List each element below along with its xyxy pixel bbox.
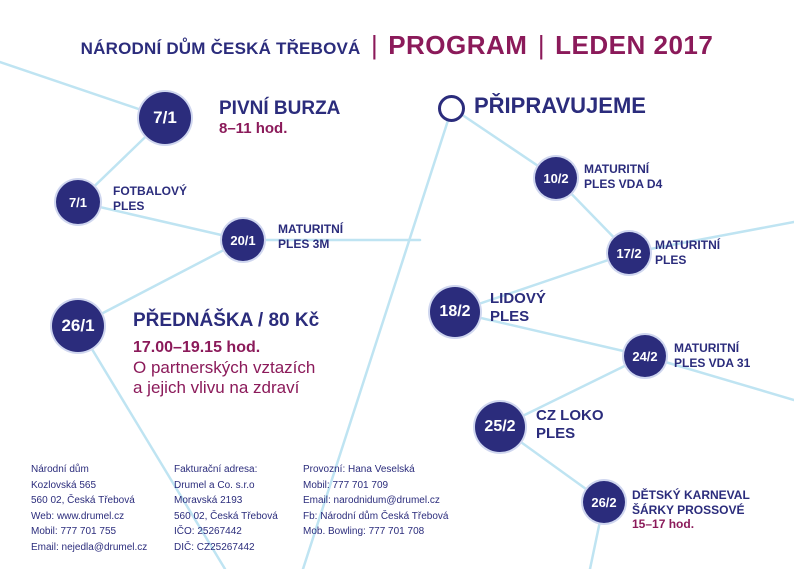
event-title-line2: PLES VDA 31: [674, 355, 751, 370]
event-prednaska: [133, 309, 319, 398]
footer-line: Fakturační adresa:: [174, 464, 258, 475]
event-title-line2: PLES VDA D4: [584, 176, 663, 191]
event-title-line1: MATURITNÍ: [655, 238, 721, 252]
event-title-line2: PLES: [536, 425, 576, 443]
date-badge-25-2: [475, 402, 525, 452]
date-text: 26/1: [61, 316, 95, 335]
footer-line: 560 02, Česká Třebová: [174, 510, 278, 522]
event-maturitni-ples-vda-31: [674, 341, 750, 370]
footer-email[interactable]: Email: nejedla@drumel.cz: [31, 541, 148, 553]
event-maturitni-ples-vda-d4: [584, 162, 662, 191]
footer-address: [31, 462, 147, 555]
footer-line: Mobil: 777 701 709: [303, 479, 389, 491]
event-time: 15–17 hod.: [632, 517, 695, 532]
footer-line: Provozní: Hana Veselská: [303, 464, 415, 475]
footer-line: DIČ: CZ25267442: [174, 541, 255, 553]
footer-line: 560 02, Česká Třebová: [31, 495, 135, 506]
event-title-line2: PLES: [655, 252, 687, 267]
header-separator-2: |: [537, 30, 545, 60]
footer-line: Kozlovská 565: [31, 479, 97, 491]
page-header: [0, 30, 794, 61]
footer-line: Národní dům: [31, 464, 89, 475]
event-pivni-burza: [219, 97, 340, 138]
date-badge-20-1: [222, 219, 264, 261]
date-badge-7-1: [139, 92, 191, 144]
footer-billing: [174, 462, 278, 555]
footer-operations: [303, 462, 448, 540]
date-text: 26/2: [591, 494, 617, 510]
footer-line: Mobil: 777 701 755: [31, 526, 117, 537]
upcoming-ring-icon: [438, 95, 465, 122]
organization-name: NÁRODNÍ DŮM ČESKÁ TŘEBOVÁ: [80, 39, 361, 58]
event-title-line1: FOTBALOVÝ: [113, 184, 187, 198]
footer-line: Moravská 2193: [174, 495, 243, 506]
date-text: 25/2: [484, 418, 516, 435]
date-badge-24-2: [624, 335, 666, 377]
event-fotbalovy-ples: [113, 184, 187, 213]
event-description-line2: a jejich vlivu na zdraví: [133, 378, 300, 398]
date-badge-17-2: [608, 232, 650, 274]
footer-line: IČO: 25267442: [174, 526, 242, 537]
event-lidovy-ples: [490, 290, 546, 327]
date-text: 24/2: [632, 348, 658, 364]
date-text: 20/1: [230, 232, 256, 248]
event-cz-loko-ples: [536, 407, 604, 444]
event-title-line1: CZ LOKO: [536, 407, 604, 424]
program-label: PROGRAM: [388, 30, 528, 60]
date-badge-18-2: [430, 287, 480, 337]
event-title-line2: PLES: [490, 308, 530, 326]
event-title-line2: PLES: [113, 198, 145, 213]
footer-line: Mob. Bowling: 777 701 708: [303, 526, 425, 537]
event-title-line1: MATURITNÍ: [278, 222, 344, 236]
date-badge-7-1-b: [56, 180, 100, 224]
event-title-line1: MATURITNÍ: [584, 162, 650, 176]
event-title-line1: MATURITNÍ: [674, 341, 740, 355]
event-title-line2: PLES 3M: [278, 236, 330, 251]
date-text: 7/1: [68, 194, 88, 210]
footer-email[interactable]: Email: narodnidum@drumel.cz: [303, 495, 440, 506]
date-text: 10/2: [543, 170, 569, 186]
upcoming-heading: PŘIPRAVUJEME: [474, 93, 646, 118]
month-label: LEDEN 2017: [555, 30, 714, 60]
date-text: 7/1: [153, 108, 177, 127]
event-time: 17.00–19.15 hod.: [133, 339, 261, 357]
event-detsky-karneval: [632, 488, 750, 532]
event-maturitni-ples-3m: [278, 222, 343, 251]
date-badge-26-1: [52, 300, 104, 352]
footer-website[interactable]: Web: www.drumel.cz: [31, 510, 125, 522]
date-badge-26-2: [583, 481, 625, 523]
date-badge-10-2: [535, 157, 577, 199]
event-title: PŘEDNÁŠKA / 80 Kč: [133, 310, 320, 331]
header-separator: |: [370, 30, 378, 60]
event-title-line1: LIDOVÝ: [490, 290, 546, 307]
date-text: 18/2: [439, 303, 471, 320]
footer-facebook[interactable]: Fb: Národní dům Česká Třebová: [303, 510, 449, 522]
event-title: PIVNÍ BURZA: [219, 98, 341, 119]
footer-line: Drumel a Co. s.r.o: [174, 479, 255, 491]
event-title-line1: DĚTSKÝ KARNEVAL: [632, 488, 750, 502]
event-description-line1: O partnerských vztazích: [133, 357, 316, 377]
event-maturitni-ples: [655, 238, 720, 267]
event-title-line2: ŠÁRKY PROSSOVÉ: [632, 502, 745, 517]
date-text: 17/2: [616, 245, 642, 261]
event-time: 8–11 hod.: [219, 120, 288, 138]
